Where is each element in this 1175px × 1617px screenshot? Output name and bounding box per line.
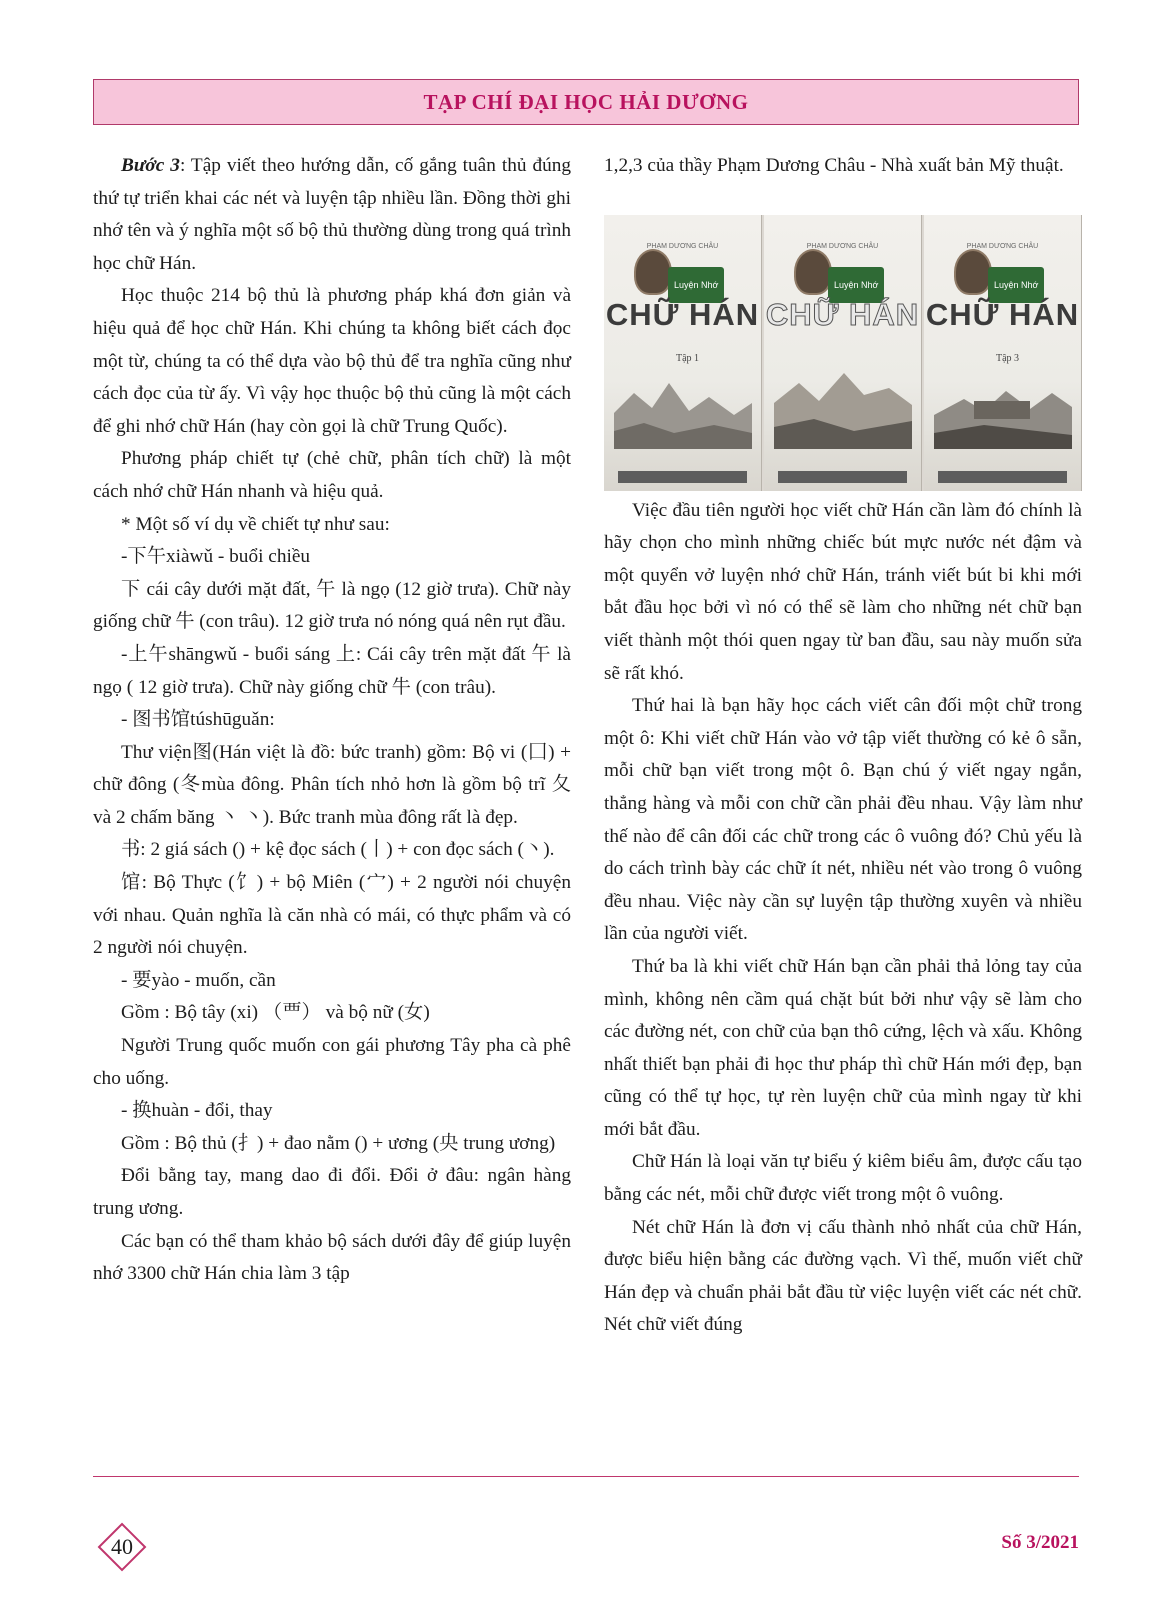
author-portrait	[634, 249, 672, 295]
book-author: PHẠM DƯƠNG CHÂU	[806, 242, 879, 250]
paragraph: Nét chữ Hán là đơn vị cấu thành nhỏ nhất của chữ Hán, được biểu hiện bằng các đường vạch. Vì thế, muốn viết chữ Hán đẹp và chuẩn phải bắt đầu từ việc luyện viết các nét chữ. Nét chữ viết đúng	[604, 1216, 1082, 1336]
paragraph: Người Trung quốc muốn con gái phương Tây pha cà phê cho uống.	[93, 1035, 571, 1089]
book-volume: Tập 1	[676, 352, 700, 364]
paragraph: Phương pháp chiết tự (chẻ chữ, phân tích chữ) là một cách nhớ chữ Hán nhanh và hiệu quả.	[93, 448, 571, 502]
paragraph: Thứ ba là khi viết chữ Hán bạn cần phải thả lỏng tay của mình, không nên cầm quá chặt bút bởi như vậy sẽ làm cho các đường nét, con chữ của bạn thô cứng, lệch và xấu. Không nhất thiết bạn phải đi học thư pháp thì chữ Hán mới đẹp, bạn cũng có thể tự học, tự rèn luyện chữ của mình ngay từ khi mới bắt đầu.	[604, 955, 1082, 1140]
landscape-illustration	[774, 353, 912, 449]
landscape-illustration	[614, 353, 752, 449]
book-series-tag: Luyện Nhớ	[828, 267, 884, 304]
paragraph: Gồm : Bộ thủ (扌) + đao nằm () + ương (央 trung ương)	[121, 1132, 556, 1154]
book-title: CHỮ HÁN	[605, 296, 760, 332]
paragraph: 书: 2 giá sách () + kệ đọc sách (丨) + con đọc sách (丶).	[121, 839, 555, 861]
footer-rule	[93, 1476, 1079, 1477]
example-heading: - 要yào - muốn, cần	[121, 969, 276, 991]
book-volume: Tập 3	[996, 352, 1020, 364]
left-column	[93, 150, 571, 1291]
paragraph: Học thuộc 214 bộ thủ là phương pháp khá đơn giản và hiệu quả để học chữ Hán. Khi chúng ta không biết cách đọc một từ, chúng ta có thể dựa vào bộ thủ để tra nghĩa cũng như cách đọc của từ ấy. Vì vậy học thuộc bộ thủ cũng là một cách để ghi nhớ chữ Hán (hay còn gọi là chữ Trung Quốc).	[93, 285, 571, 437]
book-covers-photo	[604, 215, 1082, 491]
paragraph: Gồm : Bộ tây (xi) （覀） và bộ nữ (女)	[121, 1002, 430, 1024]
publisher-strip	[778, 471, 907, 483]
paragraph: Chữ Hán là loại văn tự biểu ý kiêm biểu âm, được cấu tạo bằng các nét, mỗi chữ được viết trong một ô vuông.	[604, 1151, 1082, 1206]
journal-title: TẠP CHÍ ĐẠI HỌC HẢI DƯƠNG	[423, 89, 749, 114]
book-cover-3	[924, 215, 1082, 491]
book-author: PHẠM DƯƠNG CHÂU	[966, 242, 1039, 250]
issue-number: Số 3/2021	[1001, 1532, 1079, 1553]
right-column	[604, 150, 1082, 1342]
paragraph: Các bạn có thể tham khảo bộ sách dưới đây để giúp luyện nhớ 3300 chữ Hán chia làm 3 tập	[93, 1230, 571, 1285]
book-title: CHỮ HÁN	[925, 296, 1080, 332]
paragraph: 馆: Bộ Thực (饣) + bộ Miên (宀) + 2 người nói chuyện với nhau. Quản nghĩa là căn nhà có mái, có thực phẩm và có 2 người nói chuyện.	[93, 872, 571, 959]
publisher-strip	[938, 471, 1067, 483]
author-portrait	[954, 249, 992, 295]
book-title: CHỮ HÁN	[765, 296, 920, 332]
book-series-tag: Luyện Nhớ	[668, 267, 724, 304]
paragraph: * Một số ví dụ về chiết tự như sau:	[121, 513, 390, 535]
book-cover-2	[764, 215, 922, 491]
paragraph: Thứ hai là bạn hãy học cách viết cân đối một chữ trong một ô: Khi viết chữ Hán vào vở tập viết thường có kẻ ô sẵn, mỗi chữ bạn viết trong một ô. Bạn chú ý viết ngay ngắn, thẳng hàng và mỗi con chữ cần phải đều nhau. Vậy làm như thế nào để cân đối các chữ trong các ô vuông đó? Chủ yếu là do cách trình bày các chữ ít nét, nhiều nét vào trong ô vuông đều nhau. Việc này cần sự luyện tập thường xuyên và nhiều lần của người viết.	[604, 695, 1082, 945]
landscape-illustration	[934, 353, 1072, 449]
paragraph-text: : Tập viết theo hướng dẫn, cố gắng tuân thủ đúng thứ tự triển khai các nét và luyện tập nhiều lần. Đồng thời ghi nhớ tên và ý nghĩa một số bộ thủ thường dùng trong quá trình học chữ Hán.	[93, 155, 572, 274]
paragraph: Thư viện图(Hán việt là đồ: bức tranh) gồm: Bộ vi (囗) + chữ đông (冬mùa đông. Phân tích nhỏ hơn là gồm bộ trĩ 夂 và 2 chấm băng 丶 丶). Bức tranh mùa đông rất là đẹp.	[93, 741, 571, 828]
book-cover-1	[604, 215, 762, 491]
author-portrait	[794, 249, 832, 295]
page-number: 40	[111, 1534, 133, 1559]
example-heading: -下午xiàwǔ - buổi chiều	[121, 546, 311, 568]
publisher-strip	[618, 471, 747, 483]
book-author: PHẠM DƯƠNG CHÂU	[646, 242, 719, 250]
example-heading: - 换huàn - đổi, thay	[121, 1100, 273, 1122]
example-heading: - 图书馆túshūguǎn:	[121, 709, 275, 731]
paragraph: Đổi bằng tay, mang dao đi đổi. Đổi ở đâu: ngân hàng trung ương.	[93, 1165, 571, 1219]
paragraph: Việc đầu tiên người học viết chữ Hán cần làm đó chính là hãy chọn cho mình những chiếc bút mực nước nét đậm và một quyển vở luyện nhớ chữ Hán, tránh viết bút bi khi mới bắt đầu học bởi vì nó có thể sẽ làm cho những nét chữ bạn viết thành một thói quen ngay từ ban đầu, sau này muốn sửa sẽ rất khó.	[604, 499, 1082, 684]
journal-header	[93, 79, 1079, 125]
paragraph	[93, 150, 571, 280]
paragraph: 1,2,3 của thầy Phạm Dương Châu - Nhà xuất bản Mỹ thuật.	[604, 155, 1064, 176]
paragraph: 下 cái cây dưới mặt đất, 午 là ngọ (12 giờ trưa). Chữ này giống chữ 牛 (con trâu). 12 giờ trưa nó nóng quá nên rụt đầu.	[93, 578, 571, 633]
step-label: Bước 3	[121, 155, 180, 176]
book-series-tag: Luyện Nhớ	[988, 267, 1044, 304]
paragraph: -上午shāngwǔ - buổi sáng 上: Cái cây trên mặt đất 午 là ngọ ( 12 giờ trưa). Chữ này giống chữ 牛 (con trâu).	[93, 643, 571, 698]
